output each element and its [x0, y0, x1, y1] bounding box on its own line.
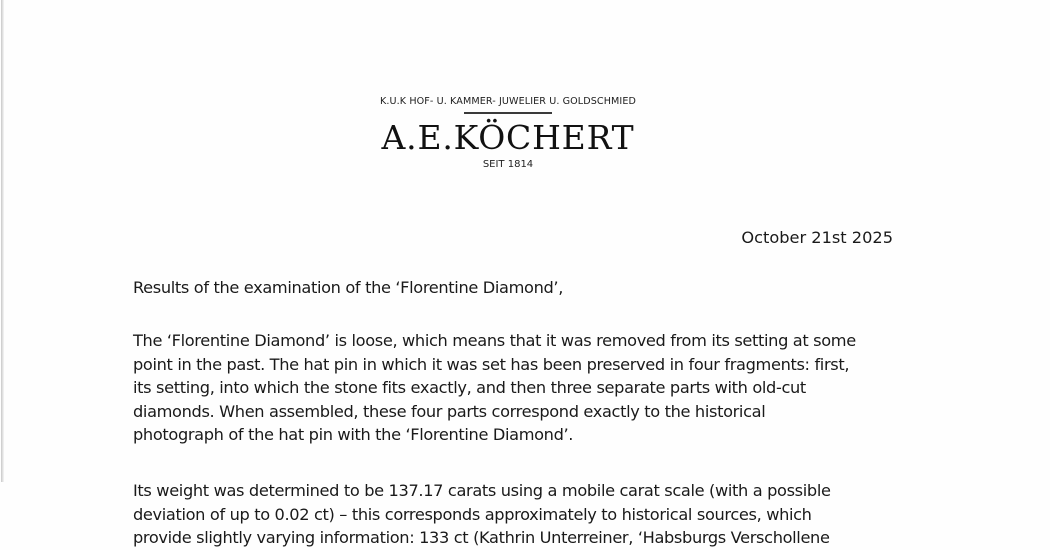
letterhead-divider — [464, 112, 552, 114]
letterhead-founded: SEIT 1814 — [482, 158, 534, 170]
paragraph-setting — [133, 329, 923, 447]
letterhead-company-name: A.E.KÖCHERT — [381, 117, 635, 157]
paragraph-line: point in the past. The hat pin in which it was set has been preserved in four fragments: first, — [133, 354, 850, 374]
paragraph-line: Its weight was determined to be 137.17 carats using a mobile carat scale (with a possible — [133, 481, 831, 500]
scan-edge-shadow — [1, 0, 4, 482]
paragraph-line: photograph of the hat pin with the ‘Florentine Diamond’. — [133, 425, 574, 444]
paragraph-weight — [133, 479, 923, 550]
letter-subject: Results of the examination of the ‘Florentine Diamond’, — [133, 278, 563, 297]
paragraph-line: diamonds. When assembled, these four parts correspond exactly to the historical — [133, 401, 766, 421]
paragraph-line: The ‘Florentine Diamond’ is loose, which means that it was removed from its setting at some — [133, 331, 856, 350]
paragraph-line: deviation of up to 0.02 ct) – this corresponds approximately to historical sources, which — [133, 504, 812, 524]
letter-date: October 21st 2025 — [741, 228, 893, 247]
paragraph-line: provide slightly varying information: 133 ct (Kathrin Unterreiner, ‘Habsburgs Verschollene — [133, 528, 830, 547]
letterhead — [0, 94, 1016, 172]
letterhead-tagline: K.U.K HOF- U. KAMMER- JUWELIER U. GOLDSCHMIED — [379, 96, 636, 107]
paragraph-line: its setting, into which the stone fits exactly, and then three separate parts with old-cut — [133, 378, 806, 397]
